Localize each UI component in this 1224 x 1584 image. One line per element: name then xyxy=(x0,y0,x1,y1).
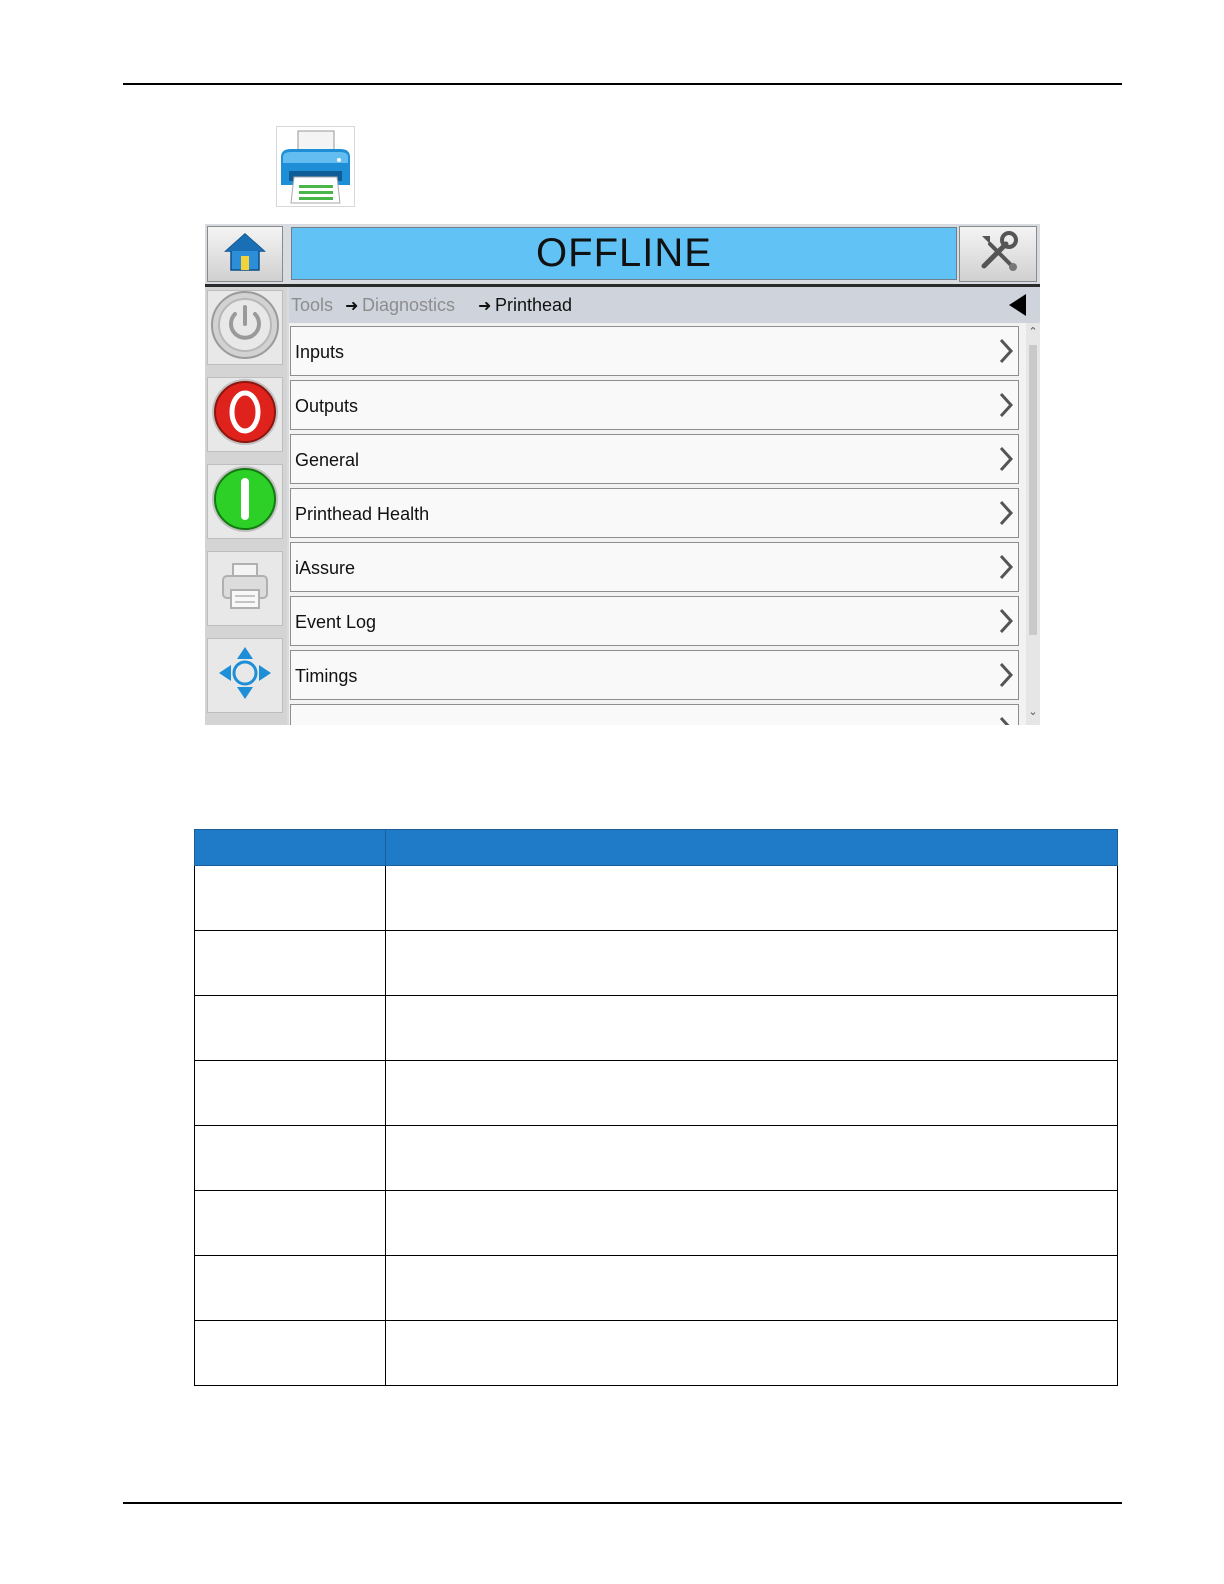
table-header-cell xyxy=(386,830,1118,866)
table-cell xyxy=(386,1191,1118,1256)
breadcrumb-printhead: Printhead xyxy=(495,295,573,315)
table-row xyxy=(195,1191,1118,1256)
table-cell xyxy=(386,996,1118,1061)
menu-item-general[interactable] xyxy=(290,434,1019,484)
table-cell xyxy=(195,866,386,931)
table-row xyxy=(195,996,1118,1061)
table-cell xyxy=(195,931,386,996)
menu-item-event-log[interactable] xyxy=(290,596,1019,646)
arrow-right-icon: ➜ xyxy=(478,298,492,315)
stop-icon xyxy=(210,377,280,452)
menu-item-label: Event Log xyxy=(295,612,377,632)
menu-item-label: General xyxy=(295,450,360,470)
menu-item-label: Printhead Health xyxy=(295,504,430,524)
chevron-right-icon xyxy=(998,338,1014,369)
menu-item-label: iAssure xyxy=(295,558,356,578)
table-cell xyxy=(195,996,386,1061)
table-row xyxy=(195,931,1118,996)
home-icon xyxy=(223,231,267,278)
stop-button[interactable] xyxy=(207,377,283,452)
start-button[interactable] xyxy=(207,464,283,539)
diagnostics-menu-list xyxy=(289,323,1026,725)
table-header-row xyxy=(195,830,1118,866)
breadcrumb-tools[interactable]: Tools xyxy=(291,295,334,315)
table-row xyxy=(195,1256,1118,1321)
table-cell xyxy=(386,931,1118,996)
breadcrumb-diagnostics[interactable]: Diagnostics xyxy=(362,295,456,315)
menu-item-label: Outputs xyxy=(295,396,359,416)
table-cell xyxy=(195,1061,386,1126)
table-cell xyxy=(195,1126,386,1191)
menu-item-inputs[interactable] xyxy=(290,326,1019,376)
tools-icon xyxy=(976,230,1020,279)
table-row xyxy=(195,866,1118,931)
table-cell xyxy=(386,866,1118,931)
footer-rule xyxy=(123,1502,1122,1504)
table-row xyxy=(195,1061,1118,1126)
table-cell xyxy=(195,1321,386,1386)
chevron-right-icon xyxy=(998,662,1014,693)
chevron-right-icon xyxy=(998,608,1014,639)
menu-item-iassure[interactable] xyxy=(290,542,1019,592)
navigation-button[interactable] xyxy=(207,638,283,713)
printer-status-banner xyxy=(291,227,957,280)
scroll-down-icon[interactable]: ⌄ xyxy=(1028,706,1038,718)
printer-icon xyxy=(276,126,355,207)
scroll-thumb[interactable] xyxy=(1029,345,1037,635)
menu-item-label: Timings xyxy=(295,666,358,686)
chevron-right-icon xyxy=(998,500,1014,531)
menu-item-printhead-health[interactable] xyxy=(290,488,1019,538)
chevron-right-icon xyxy=(998,554,1014,585)
menu-scrollbar[interactable] xyxy=(1026,323,1040,725)
menu-item-label: Inputs xyxy=(295,342,345,362)
menu-item-timings[interactable] xyxy=(290,650,1019,700)
print-button[interactable] xyxy=(207,551,283,626)
back-arrow-icon[interactable] xyxy=(1009,294,1026,316)
table-cell xyxy=(195,1191,386,1256)
table-row xyxy=(195,1321,1118,1386)
table-cell xyxy=(386,1256,1118,1321)
power-button[interactable] xyxy=(207,290,283,365)
printer-icon xyxy=(217,558,273,619)
table-header-cell xyxy=(195,830,386,866)
printer-status-text: OFFLINE xyxy=(536,231,712,275)
chevron-right-icon xyxy=(998,716,1014,725)
table-cell xyxy=(386,1126,1118,1191)
menu-item-partial[interactable] xyxy=(290,704,1019,725)
table-cell xyxy=(386,1061,1118,1126)
chevron-right-icon xyxy=(998,446,1014,477)
header-rule xyxy=(123,83,1122,85)
start-icon xyxy=(210,464,280,539)
navigation-arrows-icon xyxy=(217,645,273,706)
chevron-right-icon xyxy=(998,392,1014,423)
home-button[interactable] xyxy=(207,226,283,282)
side-toolbar xyxy=(205,287,287,725)
power-icon xyxy=(210,290,280,365)
table-cell xyxy=(386,1321,1118,1386)
description-table xyxy=(194,829,1118,1386)
breadcrumb xyxy=(289,287,1040,323)
scroll-up-icon[interactable]: ⌃ xyxy=(1028,326,1038,338)
table-cell xyxy=(195,1256,386,1321)
menu-item-outputs[interactable] xyxy=(290,380,1019,430)
printer-hmi-screen xyxy=(205,224,1040,725)
table-row xyxy=(195,1126,1118,1191)
arrow-right-icon: ➜ xyxy=(345,298,359,315)
tools-button[interactable] xyxy=(959,226,1037,282)
